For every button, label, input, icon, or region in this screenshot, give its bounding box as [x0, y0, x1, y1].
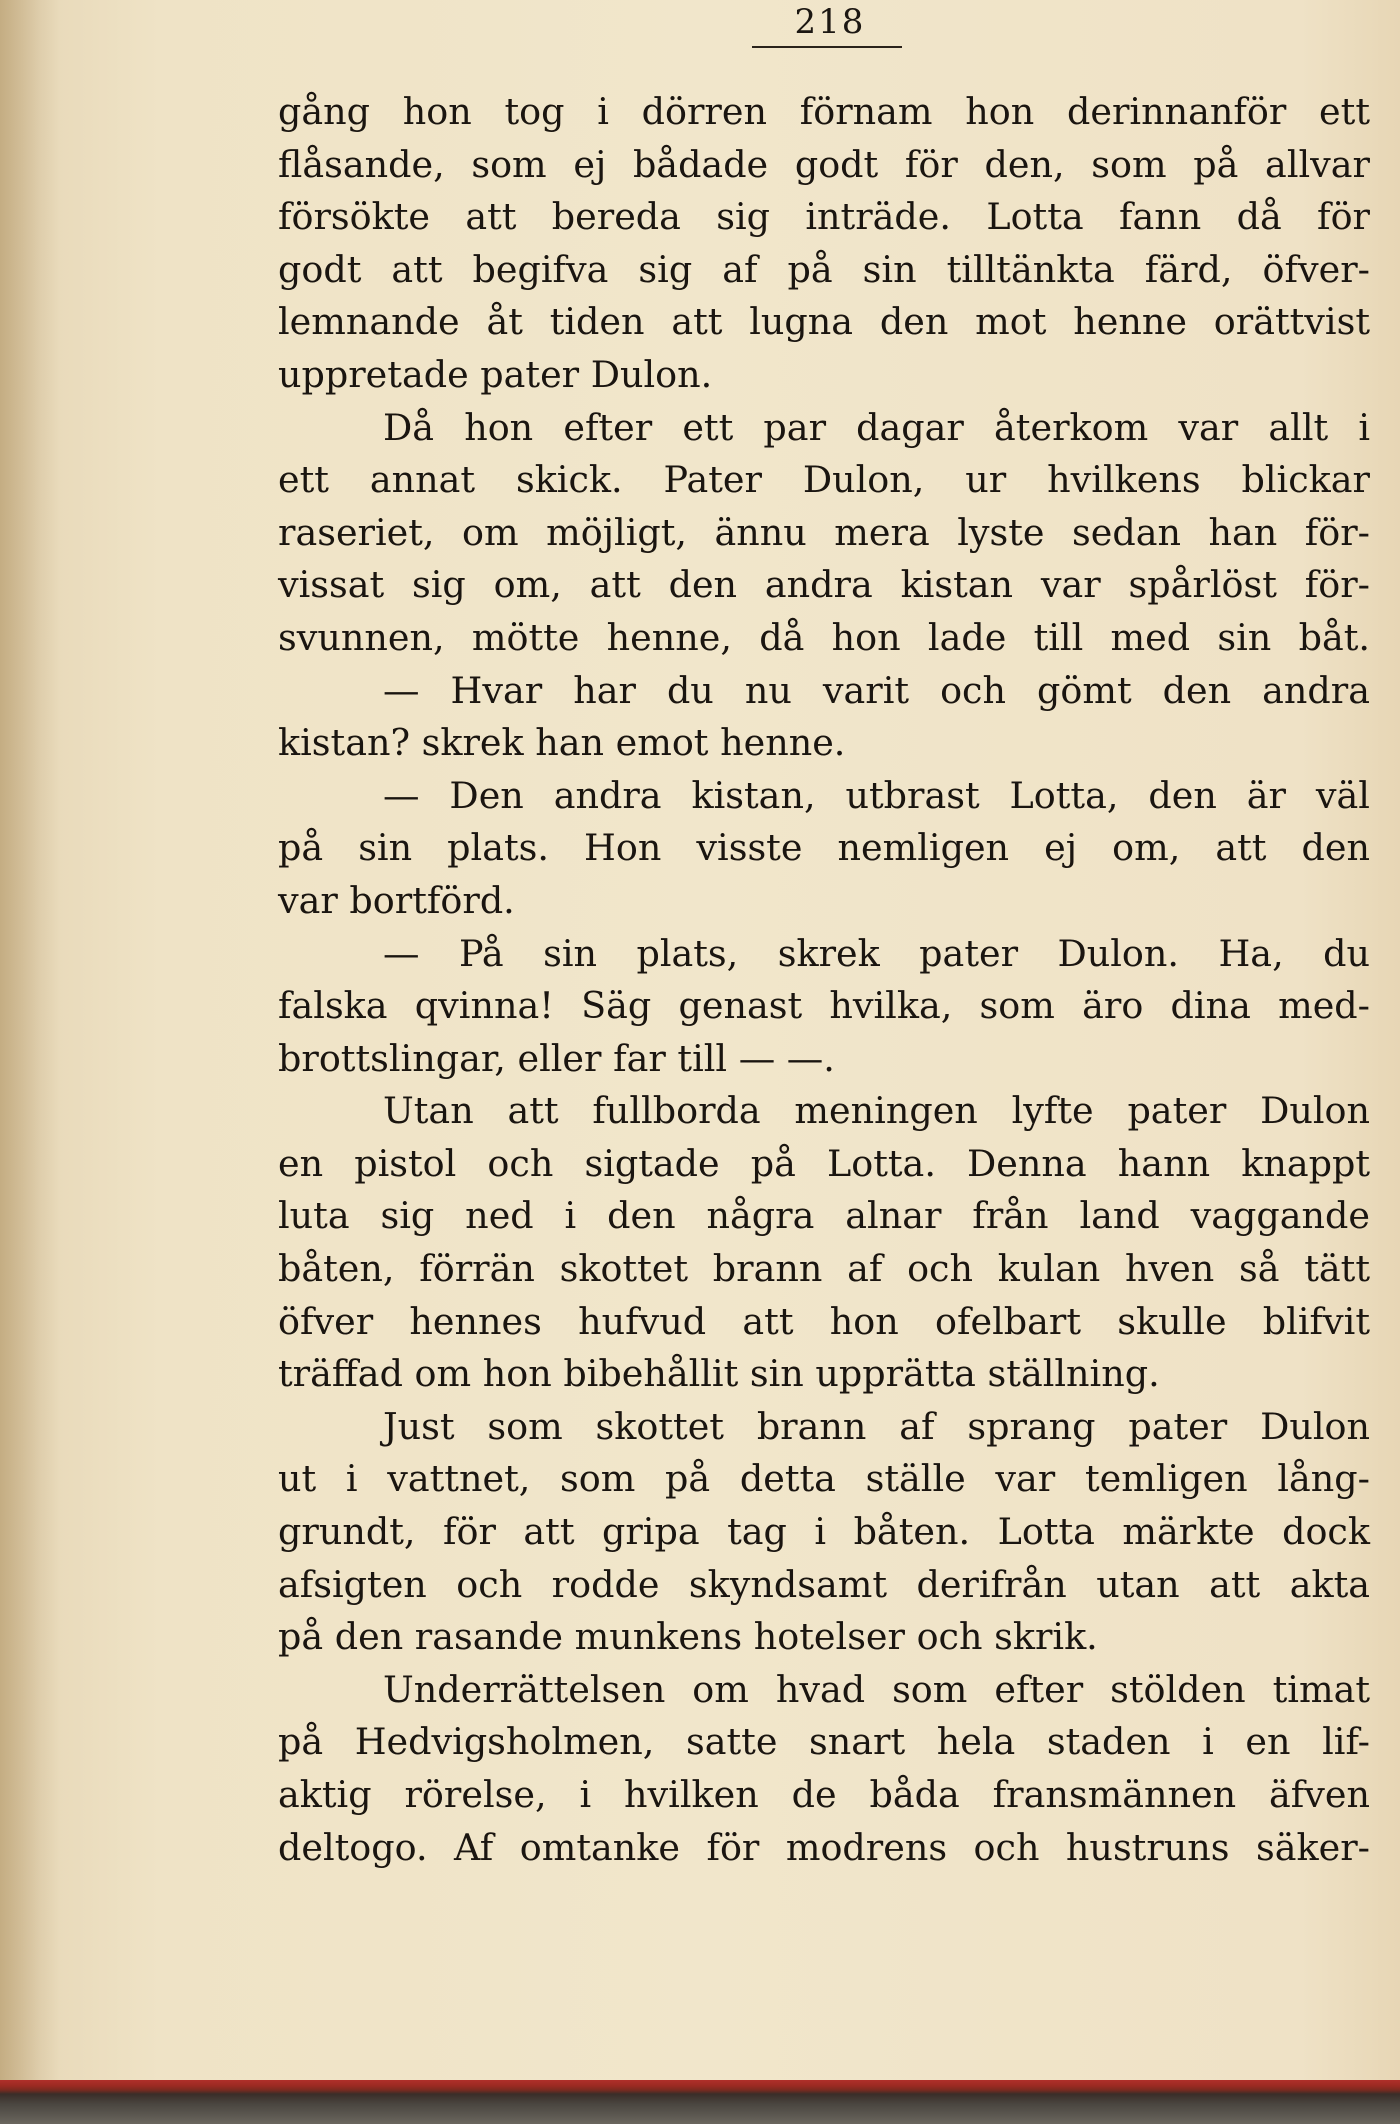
text-line: aktig rörelse, i hvilken de båda fransmännen äfven — [278, 1773, 1370, 1816]
text-line: — Hvar har du nu varit och gömt den andra — [383, 668, 1370, 712]
text-line: luta sig ned i den några alnar från land vaggande — [278, 1194, 1370, 1238]
text-line: uppretade pater Dulon. — [278, 352, 713, 396]
text-line: raseriet, om möjligt, ännu mera lyste sedan han för- — [278, 510, 1370, 554]
text-line: en pistol och sigtade på Lotta. Denna hann knappt — [278, 1141, 1370, 1185]
text-line: deltogo. Af omtanke för modrens och hustruns säker- — [278, 1825, 1370, 1869]
text-line: på sin plats. Hon visste nemligen ej om, att den — [278, 826, 1370, 870]
text-line: försökte att bereda sig inträde. Lotta fann då för — [278, 195, 1370, 239]
text-line: Just som skottet brann af sprang pater Dulon — [383, 1404, 1370, 1448]
page-number: 218 — [794, 2, 866, 42]
text-line: falska qvinna! Säg genast hvilka, som äro dina med- — [278, 984, 1370, 1028]
text-line: vissat sig om, att den andra kistan var spårlöst för- — [278, 563, 1370, 607]
text-line: kistan? skrek han emot henne. — [278, 721, 846, 765]
text-line: ut i vattnet, som på detta ställe var temligen lång- — [278, 1457, 1370, 1501]
text-line: grundt, för att gripa tag i båten. Lotta märkte dock — [278, 1510, 1370, 1554]
text-line: — Den andra kistan, utbrast Lotta, den är väl — [383, 773, 1370, 817]
text-line: Utan att fullborda meningen lyfte pater Dulon — [383, 1089, 1370, 1133]
book-bottom-edge — [0, 2080, 1400, 2124]
text-line: lemnande åt tiden att lugna den mot henne orättvist — [278, 300, 1370, 344]
text-line: öfver hennes hufvud att hon ofelbart skulle blifvit — [278, 1299, 1370, 1343]
header-rule — [752, 46, 902, 48]
body-text — [278, 86, 1370, 1874]
text-line: svunnen, mötte henne, då hon lade till med sin båt. — [278, 615, 1370, 659]
text-line: träffad om hon bibehållit sin upprätta ställning. — [278, 1352, 1160, 1396]
text-line: brottslingar, eller far till — —. — [278, 1036, 835, 1080]
page-gutter-shadow — [0, 0, 60, 2124]
text-line: godt att begifva sig af på sin tilltänkta färd, öfver- — [278, 247, 1370, 291]
text-line: Underrättelsen om hvad som efter stölden timat — [383, 1667, 1370, 1711]
text-line: båten, förrän skottet brann af och kulan hven så tätt — [278, 1247, 1370, 1291]
text-line: afsigten och rodde skyndsamt derifrån utan att akta — [278, 1562, 1370, 1606]
text-line: gång hon tog i dörren förnam hon derinnanför ett — [278, 90, 1370, 133]
text-line: — På sin plats, skrek pater Dulon. Ha, du — [383, 931, 1370, 975]
text-line: på Hedvigsholmen, satte snart hela staden i en lif- — [278, 1720, 1370, 1764]
text-line: var bortförd. — [278, 878, 515, 922]
text-line: Då hon efter ett par dagar återkom var allt i — [383, 405, 1370, 449]
text-line: på den rasande munkens hotelser och skrik. — [278, 1615, 1098, 1659]
text-line: flåsande, som ej bådade godt för den, som på allvar — [278, 142, 1370, 186]
text-line: ett annat skick. Pater Dulon, ur hvilkens blickar — [278, 458, 1370, 502]
